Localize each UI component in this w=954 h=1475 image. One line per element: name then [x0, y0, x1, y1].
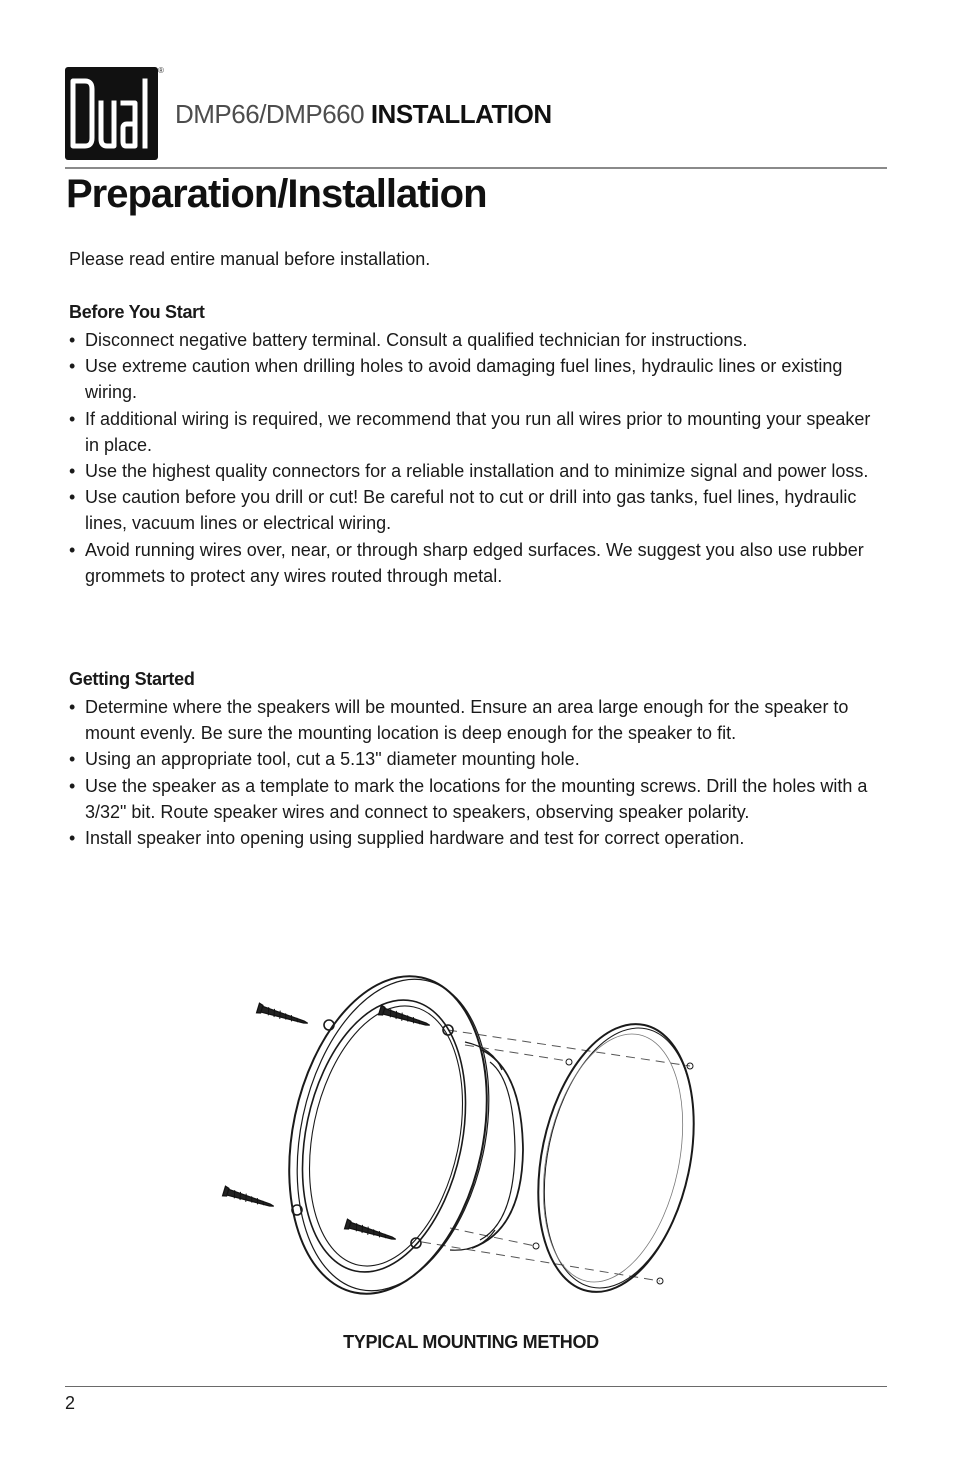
dual-logo: [65, 67, 158, 160]
before-you-start-section: [69, 302, 879, 589]
list-item: • Use the speaker as a template to mark the locations for the mounting screws. Drill the holes with a 3/32" bit. Route speaker wires and connect to speakers, observing speaker polarity.: [69, 773, 879, 825]
header-rule: [65, 167, 887, 169]
dual-logo-mark: [65, 67, 158, 160]
before-you-start-list: [69, 327, 879, 589]
screw: [257, 1003, 310, 1028]
getting-started-heading: Getting Started: [69, 669, 195, 689]
screw: [379, 1005, 432, 1030]
list-item: • Avoid running wires over, near, or through sharp edged surfaces. We suggest you also use rubber grommets to protect any wires routed through metal.: [69, 537, 879, 589]
page-number: 2: [65, 1393, 76, 1413]
footer-rule: [65, 1386, 887, 1387]
getting-started-list: [69, 694, 879, 851]
registered-mark: ®: [158, 66, 164, 75]
list-item: • Use the highest quality connectors for a reliable installation and to minimize signal and power loss.: [69, 458, 879, 484]
before-you-start-heading: Before You Start: [69, 302, 205, 322]
screw: [223, 1186, 276, 1211]
header-section: INSTALLATION: [370, 99, 552, 129]
list-item: • Use extreme caution when drilling holes to avoid damaging fuel lines, hydraulic lines or existing wiring.: [69, 353, 879, 405]
intro-text: Please read entire manual before installation.: [69, 249, 431, 269]
list-item: • Using an appropriate tool, cut a 5.13" diameter mounting hole.: [69, 746, 879, 772]
list-item: • If additional wiring is required, we recommend that you run all wires prior to mounting your speaker in place.: [69, 406, 879, 458]
page-title: Preparation/Installation: [66, 172, 487, 216]
header-title: [175, 99, 552, 130]
model-number: DMP66/DMP660: [175, 99, 365, 129]
list-item: • Determine where the speakers will be mounted. Ensure an area large enough for the speaker to mount evenly. Be sure the mounting location is deep enough for the speaker to fit.: [69, 694, 879, 746]
mounting-illustration: [210, 960, 710, 1305]
getting-started-section: [69, 669, 879, 851]
list-item: • Disconnect negative battery terminal. Consult a qualified technician for instructions.: [69, 327, 879, 353]
speaker-mounting-diagram: [210, 960, 710, 1305]
list-item: • Install speaker into opening using supplied hardware and test for correct operation.: [69, 825, 879, 851]
figure-caption: [0, 1332, 954, 1353]
figure-caption-text: TYPICAL MOUNTING METHOD: [343, 1332, 599, 1352]
list-item: • Use caution before you drill or cut! Be careful not to cut or drill into gas tanks, fuel lines, hydraulic lines, vacuum lines or electrical wiring.: [69, 484, 879, 536]
screw: [345, 1219, 398, 1244]
